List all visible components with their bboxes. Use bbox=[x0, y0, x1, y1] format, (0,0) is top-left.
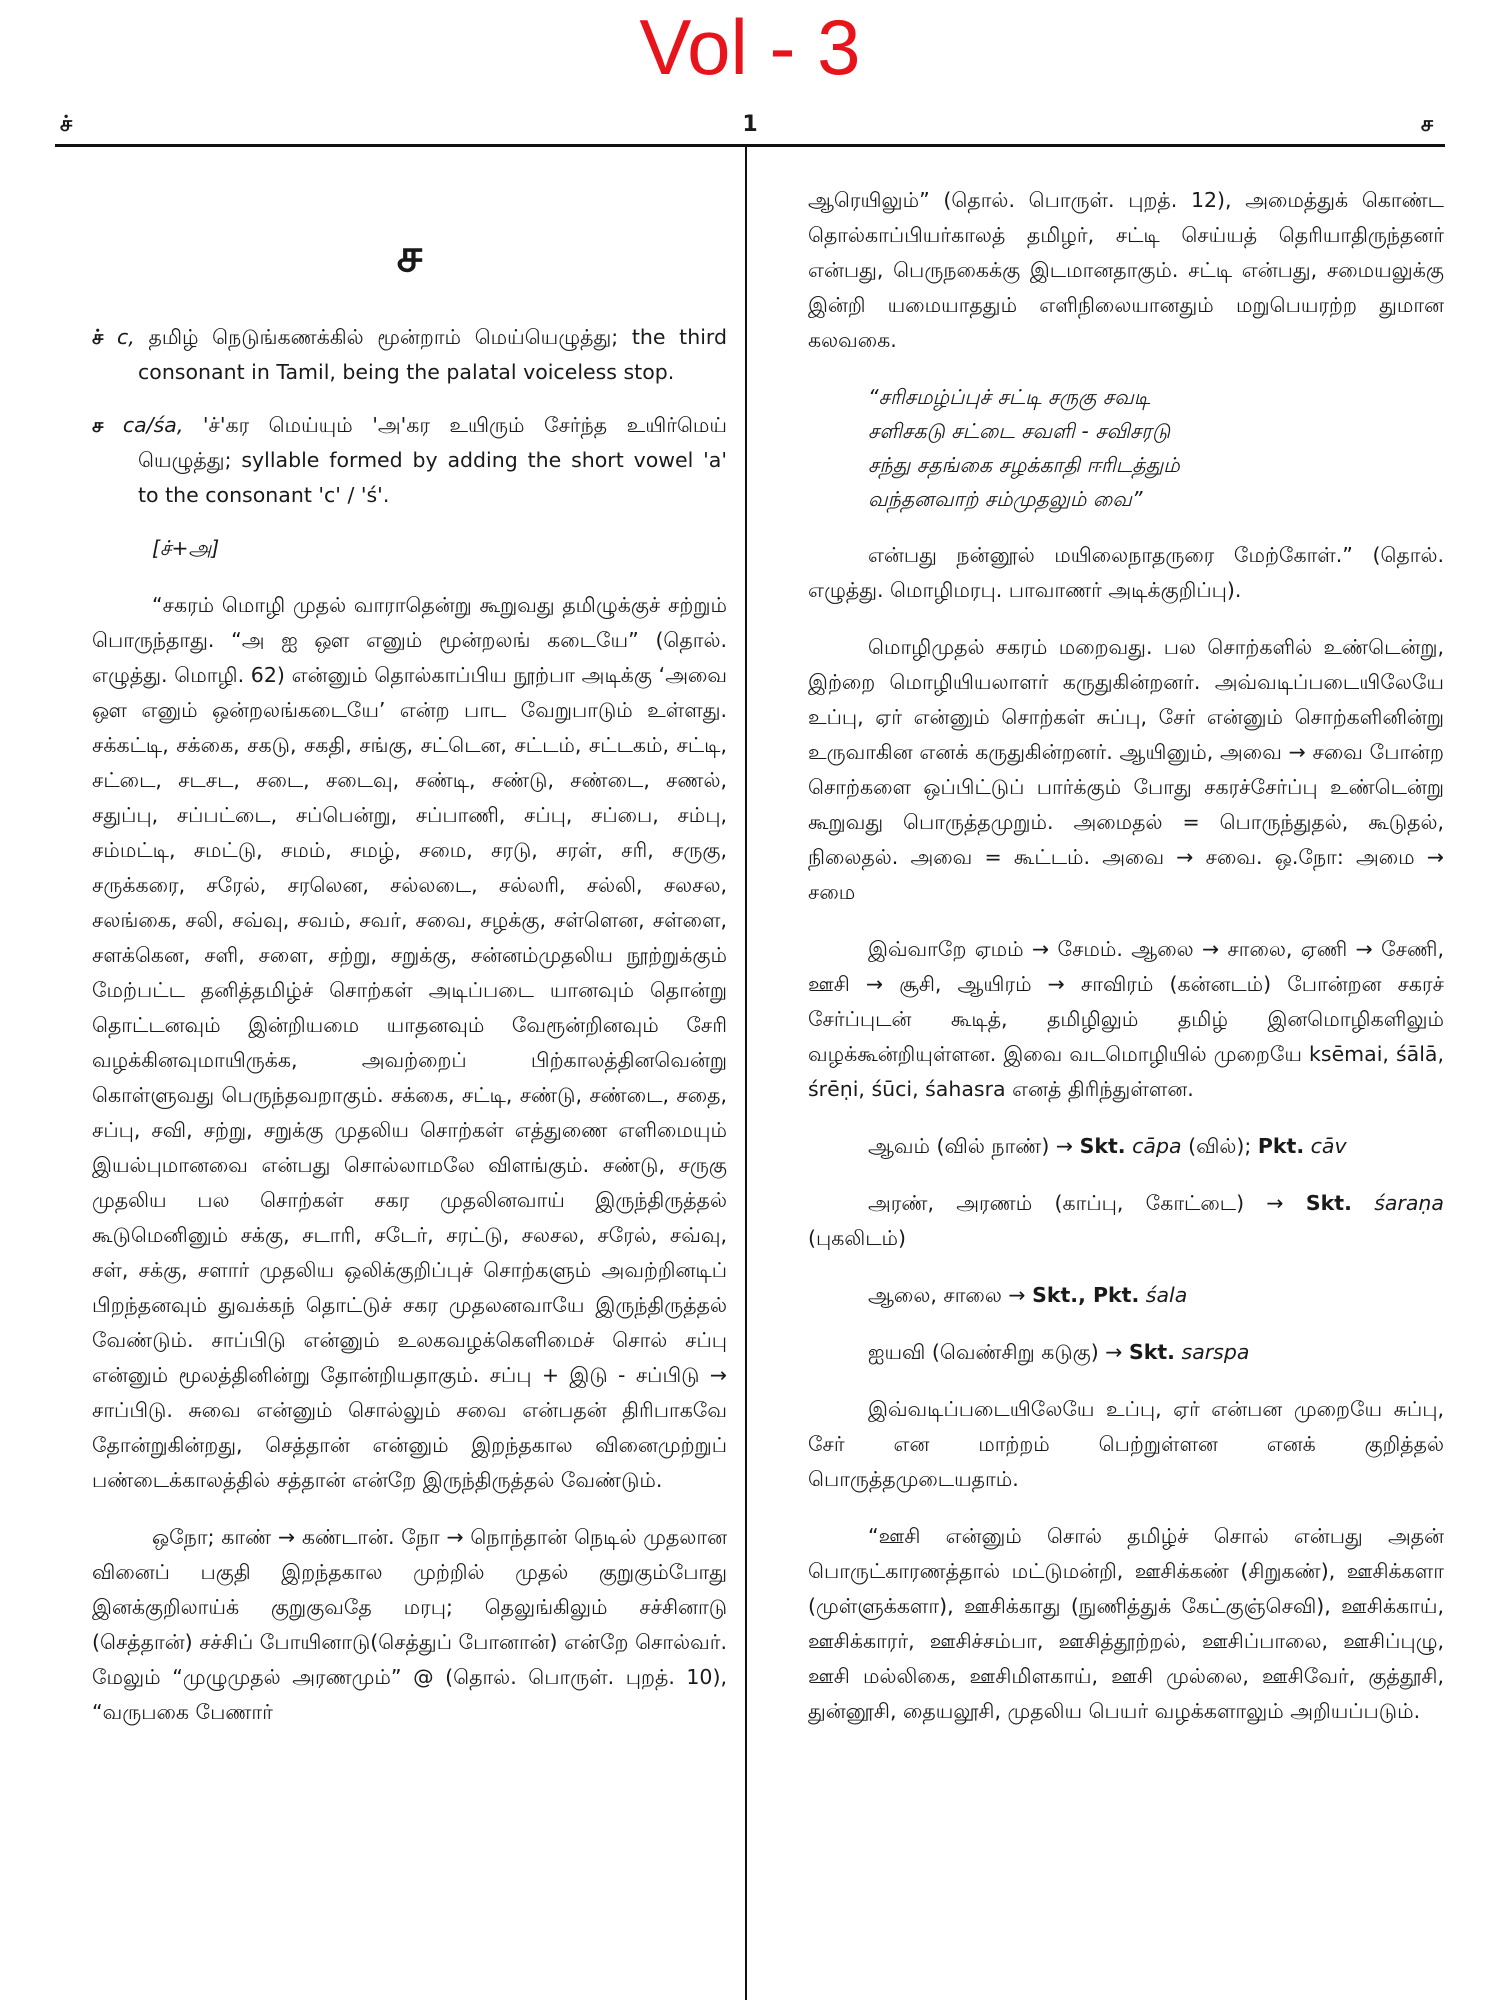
example-tamil: ஐயவி (வெண்சிறு கடுகு) → bbox=[868, 1340, 1123, 1364]
example-cognate: śala bbox=[1145, 1283, 1188, 1307]
example-gloss: (புகலிடம்) bbox=[808, 1226, 907, 1250]
body-paragraph: ஒநோ; காண் → கண்டான். நோ → நொந்தான் நெடில் முதலான வினைப் பகுதி இறந்தகால முற்றில் முதல் குறுகும்போது இனக்குறிலாய்க் குறுகுவதே மரபு; தெலுங்கிலும் சச்சினாடு (செத்தான்) சச்சிப் போயினாடு(செத்துப் போனான்) என்றே சொல்வர். மேலும் “முழுமுதல் அரணமும்” @ (தொல். பொருள். புறத். 10), “வருபகை பேணார் bbox=[92, 1525, 727, 1724]
body-paragraph: “ஊசி என்னும் சொல் தமிழ்ச் சொல் என்பது அதன் பொருட்காரணத்தால் மட்டுமன்றி, ஊசிக்கண் (சிறுகண்), ஊசிக்களா (முள்ளுக்களா), ஊசிக்காது (நுணித்துக் கேட்குஞ்செவி), ஊசிக்காய், ஊசிக்காரர், ஊசிச்சம்பா, ஊசித்தூற்றல், ஊசிப்பாலை, ஊசிப்புழு, ஊசி மல்லிகை, ஊசிமிளகாய், ஊசி முல்லை, ஊசிவேர், குத்தூசி, துன்னூசி, தையலூசி, முதலிய பெயர் வழக்களாலும் அறியப்படும். bbox=[808, 1524, 1444, 1723]
example-lang-tag: Skt. bbox=[1079, 1134, 1126, 1158]
example-gloss: (வில்); bbox=[1188, 1134, 1252, 1158]
cognate-example bbox=[808, 1335, 1444, 1370]
left-column bbox=[92, 185, 727, 1752]
entry-headword: ச் bbox=[92, 325, 104, 349]
example-lang-tag: Skt., Pkt. bbox=[1032, 1283, 1140, 1307]
example-tamil: ஆவம் (வில் நாண்) → bbox=[868, 1134, 1074, 1158]
example-cognate: cāv bbox=[1310, 1134, 1347, 1158]
running-head-left: ச் bbox=[60, 112, 73, 137]
volume-label: Vol - 3 bbox=[639, 3, 861, 91]
example-cognate: cāpa bbox=[1132, 1134, 1182, 1158]
entry-english-definition: syllable formed by adding the short vowel 'a' to the consonant 'c' / 'ś'. bbox=[138, 448, 727, 507]
right-column bbox=[808, 183, 1444, 1751]
body-paragraph: என்பது நன்னூல் மயிலைநாதருரை மேற்கோள்.” (தொல். எழுத்து. மொழிமரபு. பாவாணர் அடிக்குறிப்பு). bbox=[808, 543, 1444, 602]
dictionary-entry bbox=[92, 320, 727, 390]
header-rule bbox=[55, 144, 1445, 147]
quoted-verse bbox=[868, 380, 1444, 516]
entry-english-definition: the third consonant in Tamil, being the palatal voiceless stop. bbox=[138, 325, 727, 384]
entry-headword: ச bbox=[92, 413, 104, 437]
entry-tamil-definition: 'ச்'கர மெய்யும் 'அ'கர உயிரும் சேர்ந்த உயிர்மெய் யெழுத்து; bbox=[138, 413, 727, 472]
example-lang-tag: Pkt. bbox=[1257, 1134, 1305, 1158]
running-head-right: ச bbox=[1420, 112, 1433, 137]
section-letter: ச bbox=[396, 228, 423, 282]
example-cognate: śaraṇa bbox=[1374, 1191, 1444, 1215]
cognate-example bbox=[808, 1129, 1444, 1164]
verse-line: சளிசகடு சட்டை சவளி - சவிசரடு bbox=[868, 419, 1171, 443]
example-lang-tag: Skt. bbox=[1128, 1340, 1175, 1364]
body-paragraph: ஆரெயிலும்” (தொல். பொருள். புறத். 12), அமைத்துக் கொண்ட தொல்காப்பியர்காலத் தமிழர், சட்டி செய்யத் தெரியாதிருந்தனர் என்பது, பெருநகைக்கு இடமானதாகும். சட்டி என்பது, சமையலுக்கு இன்றி யமையாததும் எளிநிலையானதும் மறுபெயரற்ற துமான கலவகை. bbox=[808, 188, 1444, 352]
entry-tamil-definition: தமிழ் நெடுங்கணக்கில் மூன்றாம் மெய்யெழுத்து; bbox=[148, 325, 619, 349]
page-number: 1 bbox=[742, 112, 758, 137]
example-tamil: அரண், அரணம் (காப்பு, கோட்டை) → bbox=[868, 1191, 1284, 1215]
cognate-example bbox=[808, 1186, 1444, 1256]
running-head bbox=[55, 112, 1445, 146]
entry-transliteration: c, bbox=[117, 325, 135, 349]
example-cognate: sarspa bbox=[1181, 1340, 1250, 1364]
verse-line: சந்து சதங்கை சழக்காதி ஈரிடத்தும் bbox=[868, 453, 1180, 477]
body-paragraph: இவ்வடிப்படையிலேயே உப்பு, ஏர் என்பன முறையே சுப்பு, சேர் என மாற்றம் பெற்றுள்ளன எனக் குறித்தல் பொருத்தமுடையதாம். bbox=[808, 1397, 1444, 1491]
verse-line: “சரிசமழ்ப்புச் சட்டி சருகு சவடி bbox=[868, 385, 1151, 409]
cognate-example bbox=[808, 1278, 1444, 1313]
dictionary-entry bbox=[92, 408, 727, 513]
example-tamil: ஆலை, சாலை → bbox=[868, 1283, 1026, 1307]
body-paragraph: “சகரம் மொழி முதல் வாராதென்று கூறுவது தமிழுக்குச் சற்றும் பொருந்தாது. “அ ஐ ஔ எனும் மூன்றலங் கடையே” (தொல். எழுத்து. மொழி. 62) என்னும் தொல்காப்பிய நூற்பா அடிக்கு ‘அவை ஔ எனும் ஒன்றலங்கடையே’ என்ற பாட வேறுபாடும் உள்ளது. சக்கட்டி, சக்கை, சகடு, சகதி, சங்கு, சட்டென, சட்டம், சட்டகம், சட்டி, சட்டை, சடசட, சடை, சடைவு, சண்டி, சண்டு, சண்டை, சணல், சதுப்பு, சப்பட்டை, சப்பென்று, சப்பாணி, சப்பு, சப்பை, சம்பு, சம்மட்டி, சமட்டு, சமம், சமழ், சமை, சரடு, சரள், சரி, சருகு, சருக்கரை, சரேல், சரலென, சல்லடை, சல்லரி, சல்லி, சலசல, சலங்கை, சலி, சவ்வு, சவம், சவர், சவை, சழக்கு, சள்ளென, சள்ளை, சளக்கென, சளி, சளை, சற்று, சறுக்கு, சன்னம்முதலிய நூற்றுக்கும் மேற்பட்ட தனித்தமிழ்ச் சொற்கள் அடிப்படை யானவும் தொன்று தொட்டனவும் இன்றியமை யாதனவும் வேரூன்றினவும் சேரி வழக்கினவுமாயிருக்க, அவற்றைப் பிற்காலத்தினவென்று கொள்ளுவது பெருந்தவறாகும். சக்கை, சட்டி, சண்டு, சண்டை, சதை, சப்பு, சவி, சற்று, சறுக்கு முதலிய சொற்கள் எத்துணை எளிமையும் இயல்புமானவை என்பது சொல்லாமலே விளங்கும். சண்டு, சருகு முதலிய பல சொற்கள் சகர முதலினவாய் இருந்திருத்தல் கூடுமெனினும் சக்கு, சடாரி, சடேர், சரட்டு, சலசல, சரேல், சவ்வு, சள், சக்கு, சளார் முதலிய ஒலிக்குறிப்புச் சொற்களும் அவற்றினடிப் பிறந்தனவும் துவக்கந் தொட்டுச் சகர முதலனவாயே இருந்திருத்தல் வேண்டும். சாப்பிடு என்னும் உலகவழக்கெளிமைச் சொல் சப்பு என்னும் மூலத்தினின்று தோன்றியதாகும். சப்பு + இடு - சப்பிடு → சாப்பிடு. சுவை என்னும் சொல்லும் சவை என்பதன் திரிபாகவே தோன்றுகின்றது, செத்தான் என்னும் இறந்தகால வினைமுற்றுப் பண்டைக்காலத்தில் சத்தான் என்றே இருந்திருத்தல் வேண்டும். bbox=[92, 593, 727, 1492]
entry-transliteration: ca/śa, bbox=[122, 413, 184, 437]
example-lang-tag: Skt. bbox=[1305, 1191, 1352, 1215]
body-paragraph: மொழிமுதல் சகரம் மறைவது. பல சொற்களில் உண்டென்று, இற்றை மொழியியலாளர் கருதுகின்றனர். அவ்வடிப்படையிலேயே உப்பு, ஏர் என்னும் சொற்கள் சுப்பு, சேர் என்னும் சொற்களினின்று உருவாகின எனக் கருதுகின்றனர். ஆயினும், அவை → சவை போன்ற சொற்களை ஒப்பிட்டுப் பார்க்கும் போது சகரச்சேர்ப்பு உண்டென்று கூறுவது பொருத்தமுறும். அமைதல் = பொருந்துதல், கூடுதல், நிலைதல். அவை = கூட்டம். அவை → சவை. ஒ.நோ: அமை → சமை bbox=[808, 635, 1444, 904]
body-paragraph: இவ்வாறே ஏமம் → சேமம். ஆலை → சாலை, ஏணி → சேணி, ஊசி → சூசி, ஆயிரம் → சாவிரம் (கன்னடம்) போன்றன சகரச் சேர்ப்புடன் கூடித், தமிழிலும் தமிழ் இனமொழிகளிலும் வழக்கூன்றியுள்ளன. இவை வடமொழியில் முறையே ksēmai, śālā, śrēṇi, śūci, śahasra எனத் திரிந்துள்ளன. bbox=[808, 937, 1444, 1101]
verse-line: வந்தனவாற் சம்முதலும் வை” bbox=[868, 487, 1143, 511]
column-divider bbox=[745, 147, 747, 2000]
etymology: [ச்+அ] bbox=[152, 536, 220, 560]
